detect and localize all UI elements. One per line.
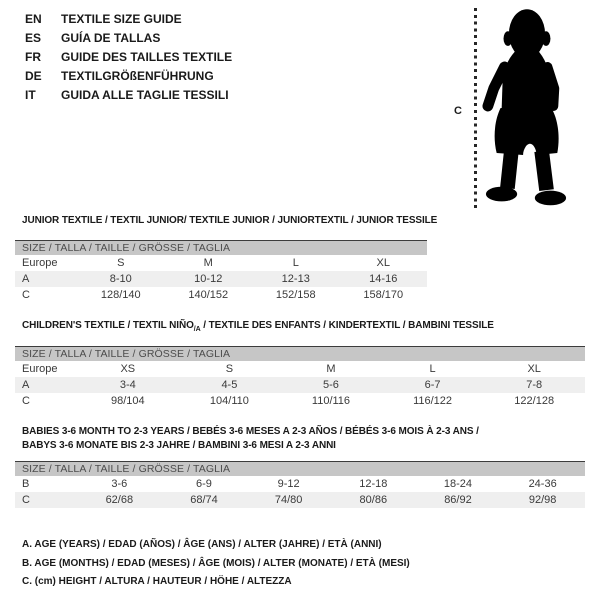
size-cell: XL (527, 363, 541, 375)
language-code: DE (25, 69, 42, 83)
height-cell: 80/86 (359, 494, 388, 506)
age-cell: 7-8 (526, 379, 543, 391)
children-section-title (22, 320, 494, 333)
height-cell: 116/122 (413, 395, 453, 407)
language-label: TEXTILE SIZE GUIDE (61, 12, 182, 26)
table-row-age (15, 271, 427, 287)
children-title-post: / TEXTILE DES ENFANTS / KINDERTEXTIL / BAMBINI TESSILE (200, 320, 494, 331)
row-label: C (22, 289, 30, 301)
footnote-b: B. AGE (MONTHS) / EDAD (MESES) / ÂGE (MOIS) / ALTER (MONATE) / ETÀ (MESI) (22, 557, 410, 569)
age-cell: 14-16 (369, 273, 398, 285)
table-row-months (15, 476, 585, 492)
footnote-a: A. AGE (YEARS) / EDAD (AÑOS) / ÂGE (ANS) / ALTER (JAHRE) / ETÀ (ANNI) (22, 539, 382, 550)
babies-title-line2: BABYS 3-6 MONATE BIS 2-3 JAHRE / BAMBINI 3-6 MESI A 2-3 ANNI (22, 440, 336, 451)
footnote-c: C. (cm) HEIGHT / ALTURA / HAUTEUR / HÖHE / ALTEZZA (22, 576, 292, 587)
language-row (25, 10, 232, 29)
footnotes (22, 536, 410, 592)
size-header: SIZE / TALLA / TAILLE / GRÖSSE / TAGLIA (15, 241, 427, 256)
height-cell: 140/152 (188, 289, 229, 301)
height-measure-label: C (454, 105, 462, 117)
size-cell: L (429, 363, 436, 375)
table-row-europe (15, 255, 427, 271)
language-row (25, 29, 232, 48)
age-cell: 5-6 (323, 379, 339, 391)
language-label: GUIDA ALLE TAGLIE TESSILI (61, 88, 229, 102)
months-cell: 24-36 (528, 478, 557, 490)
height-cell: 68/74 (190, 494, 218, 506)
junior-size-table (15, 240, 427, 303)
language-label: GUIDE DES TAILLES TEXTILE (61, 50, 233, 64)
row-label: C (22, 395, 30, 407)
row-label: A (22, 273, 30, 285)
size-header: SIZE / TALLA / TAILLE / GRÖSSE / TAGLIA (15, 462, 585, 477)
age-cell: 6-7 (424, 379, 441, 391)
table-row-height (15, 393, 585, 409)
children-title-pre: CHILDREN'S TEXTILE / TEXTIL NIÑO (22, 320, 194, 331)
row-label: B (22, 478, 30, 490)
language-code: ES (25, 31, 42, 45)
months-cell: 9-12 (277, 478, 300, 490)
age-cell: 3-4 (119, 379, 136, 391)
language-code: IT (25, 88, 36, 102)
table-row-height (15, 287, 427, 303)
months-cell: 18-24 (443, 478, 473, 490)
age-cell: 4-5 (221, 379, 238, 391)
language-row (25, 67, 232, 86)
row-label: Europe (22, 257, 58, 269)
months-cell: 6-9 (196, 478, 212, 490)
months-cell: 3-6 (111, 478, 128, 490)
height-cell: 152/158 (275, 289, 316, 301)
height-cell: 158/170 (363, 289, 404, 301)
children-title-sub: /A (193, 326, 201, 333)
language-row (25, 48, 232, 67)
row-label: A (22, 379, 30, 391)
size-cell: L (292, 257, 299, 269)
age-cell: 10-12 (194, 273, 223, 285)
babies-title-line1: BABIES 3-6 MONTH TO 2-3 YEARS / BEBÉS 3-6 MESES A 2-3 AÑOS / BÉBÉS 3-6 MOIS À 2-3 ANS / (22, 426, 479, 437)
language-code: FR (25, 50, 41, 64)
table-row-europe (15, 361, 585, 377)
size-cell: S (117, 257, 125, 269)
size-cell: M (326, 363, 336, 375)
height-cell: 62/68 (105, 494, 134, 506)
babies-section-title (22, 425, 479, 453)
height-cell: 74/80 (274, 494, 303, 506)
height-cell: 128/140 (100, 289, 141, 301)
height-cell: 104/110 (209, 395, 249, 407)
height-cell: 92/98 (528, 494, 557, 506)
baby-figure (452, 4, 598, 216)
height-cell: 110/116 (311, 395, 351, 407)
size-cell: XL (376, 257, 390, 269)
language-label: TEXTILGRÖßENFÜHRUNG (61, 69, 214, 83)
language-label: GUÍA DE TALLAS (61, 31, 161, 45)
toddler-silhouette-icon (482, 8, 570, 209)
height-cell: 122/128 (514, 395, 555, 407)
babies-size-table (15, 461, 585, 508)
row-label: C (22, 494, 30, 506)
table-row-age (15, 377, 585, 393)
age-cell: 12-13 (281, 273, 310, 285)
age-cell: 8-10 (109, 273, 132, 285)
language-row (25, 86, 232, 105)
height-cell: 86/92 (444, 494, 472, 506)
junior-section-title: JUNIOR TEXTILE / TEXTIL JUNIOR/ TEXTILE JUNIOR / JUNIORTEXTIL / JUNIOR TESSILE (22, 215, 438, 226)
height-measure-line (474, 8, 477, 212)
language-list (25, 10, 232, 105)
language-code: EN (25, 12, 42, 26)
size-cell: M (203, 257, 213, 269)
size-cell: XS (120, 363, 136, 375)
children-size-table (15, 346, 585, 409)
size-cell: S (225, 363, 234, 375)
size-header-row (15, 241, 427, 256)
size-header: SIZE / TALLA / TAILLE / GRÖSSE / TAGLIA (15, 347, 585, 362)
row-label: Europe (22, 363, 58, 375)
height-cell: 98/104 (110, 395, 145, 407)
table-row-height (15, 492, 585, 508)
months-cell: 12-18 (359, 478, 388, 490)
size-header-row (15, 347, 585, 362)
size-header-row (15, 462, 585, 477)
